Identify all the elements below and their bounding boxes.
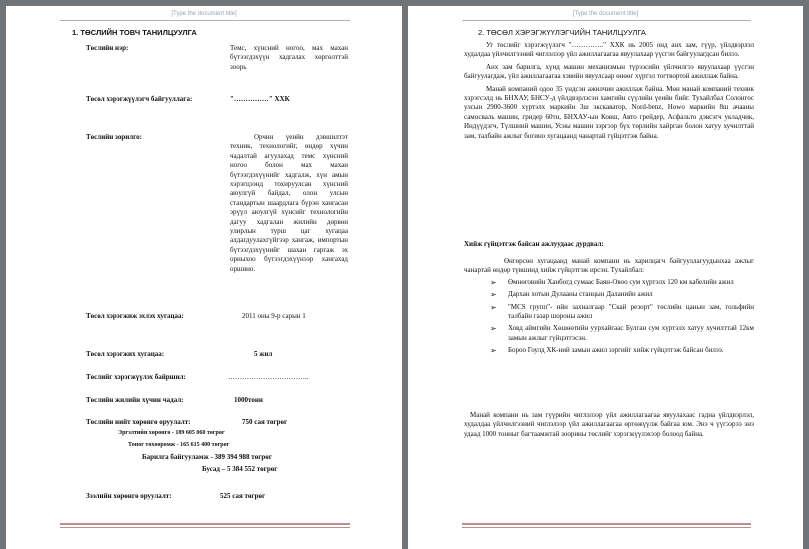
row-label-duration: Төсөл хэрэгжих хугацаа: (86, 350, 165, 358)
row-label-total-investment: Төслийн нийт хөрөнгө оруулалт: (86, 418, 191, 426)
list-item: ➢ Дархан хотын Дулааны станцын Даланийн ажил (490, 290, 653, 300)
section-title: 1. ТӨСЛИЙН ТОВЧ ТАНИЛЦУУЛГА (72, 28, 197, 37)
row-value-loan-investment: 525 сая төгрөг (220, 492, 266, 500)
investment-breakdown-other: Бусад – 5 384 552 төгрөг (202, 465, 278, 473)
list-item: ➢ Ховд аймгийн Хөшөөтийн уурхайгаас Булган сум хүртэлх хатуу хучилттай 12км замын ажлыг гүйцэтгэсэн. (490, 324, 754, 342)
section-title: 2. ТӨСӨЛ ХЭРЭГЖҮҮЛЭГЧИЙН ТАНИЛЦУУЛГА (478, 28, 646, 37)
investment-breakdown-working-capital: Эргэлтийн хөрөнгө - 189 605 060 төгрөг (118, 430, 225, 436)
investment-breakdown-buildings: Барилга байгууламж - 389 394 988 төгрөг (142, 453, 272, 461)
works-section (464, 257, 754, 359)
footer-rule-thick (60, 523, 350, 525)
row-value-implementer: "……………" ХХК (230, 95, 290, 103)
paragraph-founding: Уг төслийг хэрэгжүүлэгч "………….." ХХК нь 2005 онд анх зам, гүүр, үйлдвэрлэл худалдаа үйлчилгээний чиглэлээр үйл ажиллагаагаа явуулахаар үүсгэн байгуулагдсан билээ. (464, 41, 754, 59)
page-header-text: [Type the document title] (171, 11, 237, 17)
list-item: ➢ Өмнөговийн Ханбогд сумаас Баян-Овоо сум хүртэлх 120 км кабелийн ажил (490, 277, 734, 287)
row-label-purpose: Төслийн зорилго: (86, 133, 143, 141)
page-header-text: [Type the document title] (572, 11, 639, 17)
row-value-start-date: 2011 оны 9-р сарын 1 (242, 312, 306, 320)
paragraph-history: Анх зам барилга, хүнд машин механизмын түрээсийн үйлчилгээ явуулахаар үүсгэн байгуулагдаж, үйл ажиллагаагаа хэвийн явуулсаар өнөөг хүртэл тогтвортой ажиллаж байна. (464, 62, 754, 81)
footer-rule-thin (60, 527, 350, 528)
row-label-location: Төслийг хэрэгжүүлэх байршил: (86, 373, 186, 381)
row-label-loan-investment: Зээлийн хөрөнгө оруулалт: (86, 492, 172, 500)
arrow-bullet-icon: ➢ (490, 346, 497, 356)
row-label-implementer: Төсөл хэрэгжүүлэгч байгууллага: (86, 95, 193, 103)
arrow-bullet-icon: ➢ (490, 324, 497, 334)
document-page-left (6, 6, 402, 549)
arrow-bullet-icon: ➢ (490, 302, 497, 312)
works-title: Хийж гүйцэтгэж байсан ажлуудаас дурдвал: (464, 240, 604, 248)
row-value-capacity: 1000тонн (234, 396, 263, 404)
list-item: ➢ "MCS групп"- ийн захиалгаар "Скай резорт" төслийн цанын зам, гольфийн талбайн газар шороны ажил (490, 302, 754, 321)
row-label-project-name: Төслийн нэр: (86, 44, 129, 52)
works-list (490, 278, 754, 356)
list-item: ➢ Бороо Гоулд ХК-ний замын ажил зэргийг хийж гүйцэтгэж байсан билээ. (490, 346, 724, 356)
row-value-purpose: Орчин үеийн дэвшилтэт техник, технологийг, өндөр хүчин чадалтай агуулахад темс хүнсний ногоо болон мах махан бүтээгдэхүүнийг хадгалж, хүн амын хэрэгцээнд тохируулсан хүнсний аюулгүй байдал, олон улсын стандартын шаардлага бүрэн хангасан эрүүл аюулгүй хүнсийг технологийн дагуу хадгалан жилийн дөрвөн улирлын турш цаг хугацаа алдагдуулахгүйгээр хангаж, импортын бүтээгдэхүүнийг шахан гаргаж эх орныхоо бүтээгдэхүүнээр хангахад оршино. (230, 133, 348, 273)
header-rule (462, 20, 751, 21)
arrow-bullet-icon: ➢ (490, 277, 497, 287)
footer-rule-thin (462, 527, 751, 528)
row-value-duration: 5 жил (254, 350, 273, 358)
paragraph-works-intro: Өнгөрсөн хугацаанд манай компани нь харилцагч байгууллагуудынхаа ажлыг чанартай өндөр түвшинд хийж гүйцэтгэж ирсэн. Тухайлбал: (464, 257, 754, 275)
header-rule (60, 20, 350, 21)
row-label-start-date: Төсөл хэрэгжиж эхлэх хугацаа: (86, 312, 184, 320)
row-value-location: …………………………….. (228, 373, 309, 381)
investment-breakdown-equipment: Тоног төхөөрөмж - 165 615 400 төгрөг (128, 442, 230, 448)
paragraph-closing: Манай компани нь зам гүүрийн чиглэлээр үйл ажиллагаагаа явуулахаас гадна үйлдвэрлэл, худалдаа үйлчилгээний чиглэлээр үйл ажиллагаагаа өргөжүүлж байгаа юм. Энэ ч үүгээрээ энэ удаад 1000 тонныг багтаамжтай зоорины төслийг хэрэгжүүлэхээр болоод байна. (464, 411, 754, 438)
paragraph-equipment: Манай компаний одоо 35 үндсэн ажилчин ажиллаж байна. Мөн манай компаний техник хэрэгсэлд нь БНХАУ, БНСУ-д үйлдвэрлэсэн хамгийн сүүлийн үеийн бийг. Тухайлбал Солонгос улсын 2900-3600 хүртэлх маркийн 3ш экскаватор, Nord-benz, Howo маркийн 8ш ачааны самосваль машин, гридер 60тн, БНХАУ-ын Ковш, Авто грейдер, Асфальто дэвсэгч укладчик, Индүүдэгч, Түлшний машин, Усны машин зэргээр бүх төрлийн хайрган болон хатуу хучилттай зам, талбайн ажлыг богино хугацаанд чанартай гүйцэтгэж байна. (464, 84, 754, 140)
footer-rule-thick (462, 523, 751, 525)
row-label-capacity: Төслийн жилийн хүчин чадал: (86, 396, 184, 404)
arrow-bullet-icon: ➢ (490, 290, 497, 300)
row-value-project-name: Темс, хүнсний ногоо, мах махан бүтээгдэхүүн хадгалах хөргөлттэй зоорь (230, 44, 348, 71)
document-page-right (408, 6, 803, 549)
body-text (464, 41, 754, 144)
row-value-total-investment: 750 сая төгрөг (242, 418, 288, 426)
